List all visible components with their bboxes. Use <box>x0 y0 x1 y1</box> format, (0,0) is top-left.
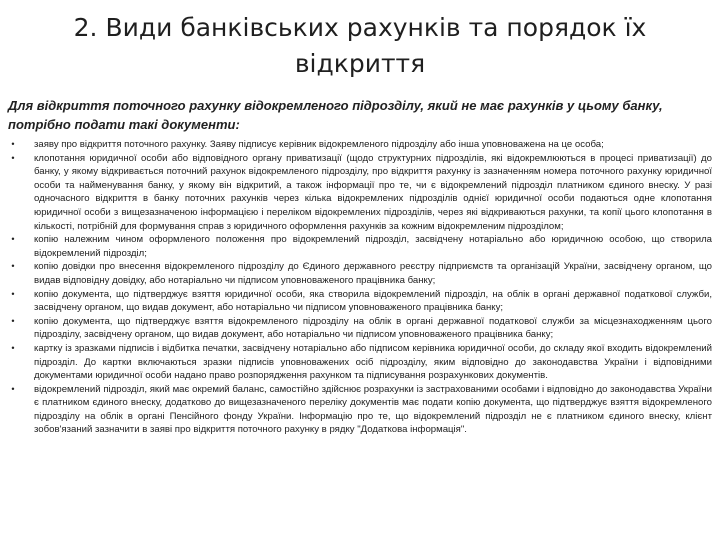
list-item <box>8 152 712 234</box>
list-item <box>8 260 712 287</box>
list-item <box>8 288 712 315</box>
item-text: , засвідчену органом, що видав відповідну довідку, або нотаріально чи підписом уповноваженого працівника банку; <box>34 261 712 286</box>
bullet-icon: • <box>11 261 15 272</box>
item-lead: заяву про відкриття поточного рахунку <box>34 139 205 150</box>
bullet-icon: • <box>11 288 15 299</box>
item-text: (щодо структурних підрозділів, які відокремлюються в процесі приватизації) до банку, у якому відкривається поточний рахунок відокремленого підрозділу, про відкриття рахунку із зазначенням номера поточного рахунку юридичної особи та найменування банку, у якому він відкритий, а також інформації про те, чи є відокремлений підрозділ платником єдиного внеску. У разі одночасного відкриття в банку поточних рахунків через кілька відокремлених підрозділів однієї юридичної особи подаються одне клопотання юридичної особи з вищезазначеною інформацією і переліком відокремлених підрозділів, через які відкриваються рахунки, та копії цього клопотання в кількості, потрібній для формування справ з юридичного оформлення рахунків за кожним відокремленим підрозділом; <box>34 152 712 232</box>
bullet-icon: • <box>11 152 15 163</box>
slide-title: 2. Види банківських рахунків та порядок їх відкриття <box>73 13 647 78</box>
bullet-icon: • <box>11 342 15 353</box>
list-item <box>8 233 712 260</box>
list-item <box>8 138 712 152</box>
list-item <box>8 342 712 383</box>
list-item <box>8 315 712 342</box>
documents-list <box>8 138 712 437</box>
item-text: , засвідчену нотаріально або підписом керівника юридичної особи, до складу якої входить відокремлений підрозділ. До картки включаються зразки підписів уповноважених осіб підрозділу, яким відповідно до законодавства України і відповідними документами юридичної особи надано право розпорядження рахунком та підписування розрахункових документів. <box>34 342 713 382</box>
item-text: , засвідчену нотаріально або юридичною особою, що створила відокремлений підрозділ; <box>34 234 712 259</box>
item-text: , засвідчену органом, що видав документ, або нотаріально чи підписом уповноваженого працівника банку; <box>34 288 712 314</box>
item-lead: клопотання юридичної особи або відповідного органу приватизації <box>34 152 342 164</box>
item-lead: копію належним чином оформленого положення про відокремлений підрозділ <box>34 234 407 246</box>
intro-text: Для відкриття поточного рахунку відокремленого підрозділу, який не має рахунків у цьому банку, потрібно подати такі документи: <box>8 98 663 132</box>
item-text: відокремлений підрозділ, який має окремий баланс, самостійно здійснює розрахунки із застрахованими особами і відповідно до законодавства України є платником єдиного внеску, додатково до вищезазначеного переліку документів має подати копію документа, що підтверджує взяття відокремленого підрозділу на облік в органі Пенсійного фонду України. Інформацію про те, що відокремлений підрозділ не є платником єдиного внеску, клієнт зобов'язаний зазначити в заяві про відкриття поточного рахунку в рядку "Додаткова інформація". <box>34 383 712 436</box>
item-lead: копію довідки про внесення відокремленого підрозділу до Єдиного державного реєстру підприємств та організацій України <box>34 261 598 273</box>
bullet-icon: • <box>11 139 15 149</box>
bullet-icon: • <box>11 383 15 394</box>
bullet-icon: • <box>11 315 15 326</box>
item-lead: копію документа, що підтверджує взяття відокремленого підрозділу на облік в органі державної податкової служби <box>34 315 575 327</box>
list-item <box>8 383 712 437</box>
item-lead: картку із зразками підписів і відбитка печатки <box>34 342 237 354</box>
item-text: за місцезнаходженням цього підрозділу, засвідчену органом, що видав документ, або нотаріально чи підписом уповноваженого працівника банку; <box>34 315 712 341</box>
bullet-icon: • <box>11 234 15 245</box>
item-text: . Заяву підписує керівник відокремленого підрозділу або інша уповноважена на це особа; <box>204 139 604 150</box>
item-lead: копію документа, що підтверджує взяття юридичної особи, яка створила відокремлений підрозділ, на облік в органі державної податкової служби <box>34 288 710 300</box>
